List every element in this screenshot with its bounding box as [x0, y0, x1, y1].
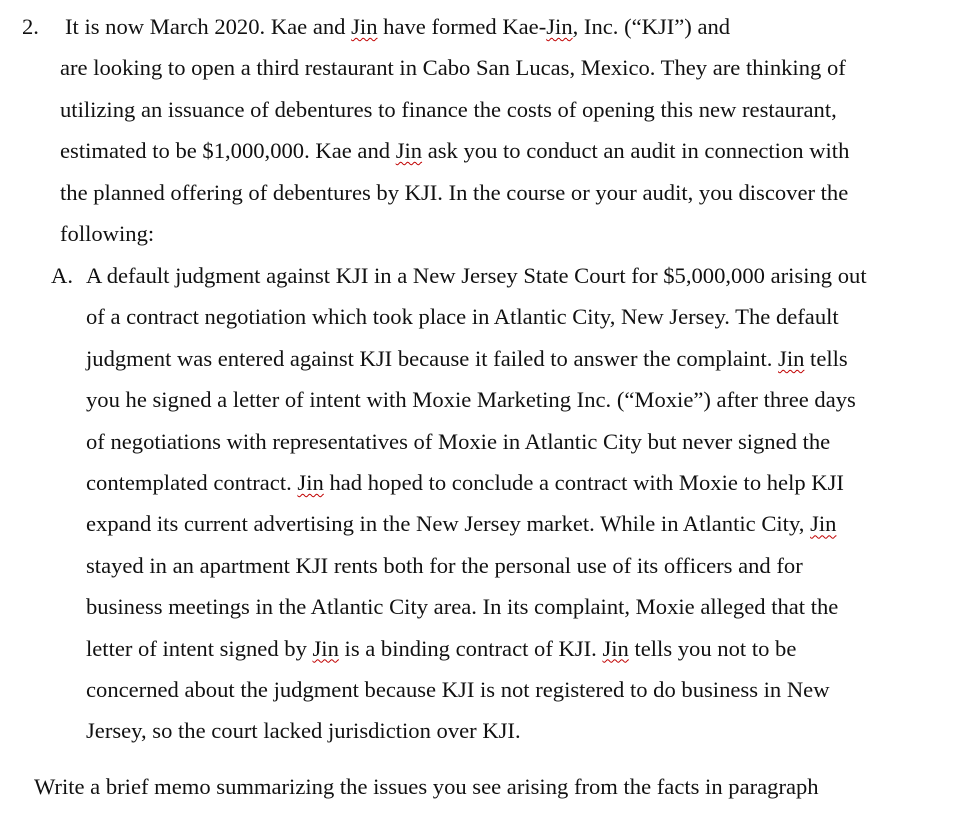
item-a-line: A default judgment against KJI in a New Jersey State Court for $5,000,000 arising out: [86, 263, 867, 288]
item-a-line: of negotiations with representatives of Moxie in Atlantic City but never signed the: [86, 428, 831, 454]
item-a-line: contemplated contract. Jin had hoped to conclude a contract with Moxie to help KJI: [86, 470, 844, 495]
intro-line: following:: [60, 221, 155, 246]
intro-line: utilizing an issuance of debentures to finance the costs of opening this new restaurant,: [60, 96, 837, 122]
spellcheck-flagged-word: Jin: [778, 345, 805, 371]
item-a-label: A.: [51, 263, 73, 288]
item-a-line: concerned about the judgment because KJI is not registered to do business in New: [86, 677, 830, 702]
spellcheck-flagged-word: Jin: [546, 14, 573, 39]
item-a-line: of a contract negotiation which took place in Atlantic City, New Jersey. The default: [86, 304, 839, 330]
intro-line: are looking to open a third restaurant in Cabo San Lucas, Mexico. They are thinking of: [60, 55, 846, 81]
item-a-line: judgment was entered against KJI because it failed to answer the complaint. Jin tells: [86, 345, 848, 371]
spellcheck-flagged-word: Jin: [297, 470, 324, 495]
spellcheck-flagged-word: Jin: [602, 635, 629, 661]
spellcheck-flagged-word: Jin: [312, 635, 339, 661]
question-number: 2.: [22, 14, 39, 39]
item-a-line: Jersey, so the court lacked jurisdiction over KJI.: [86, 718, 521, 744]
item-a-line: expand its current advertising in the New Jersey market. While in Atlantic City, Jin: [86, 511, 837, 537]
intro-line: estimated to be $1,000,000. Kae and Jin ask you to conduct an audit in connection with: [60, 138, 850, 164]
item-a-line: letter of intent signed by Jin is a binding contract of KJI. Jin tells you not to be: [86, 635, 797, 661]
spellcheck-flagged-word: Jin: [810, 511, 837, 537]
spellcheck-flagged-word: Jin: [351, 14, 378, 39]
item-a-line: business meetings in the Atlantic City area. In its complaint, Moxie alleged that the: [86, 594, 839, 620]
spellcheck-flagged-word: Jin: [395, 138, 423, 164]
item-a-line: you he signed a letter of intent with Moxie Marketing Inc. (“Moxie”) after three days: [86, 387, 856, 413]
intro-line: the planned offering of debentures by KJI. In the course or your audit, you discover the: [60, 179, 849, 205]
item-a-line: stayed in an apartment KJI rents both for the personal use of its officers and for: [86, 552, 803, 578]
closing-instruction: Write a brief memo summarizing the issues you see arising from the facts in paragraph: [34, 774, 819, 799]
intro-line: It is now March 2020. Kae and Jin have formed Kae-Jin, Inc. (“KJI”) and: [65, 14, 731, 39]
